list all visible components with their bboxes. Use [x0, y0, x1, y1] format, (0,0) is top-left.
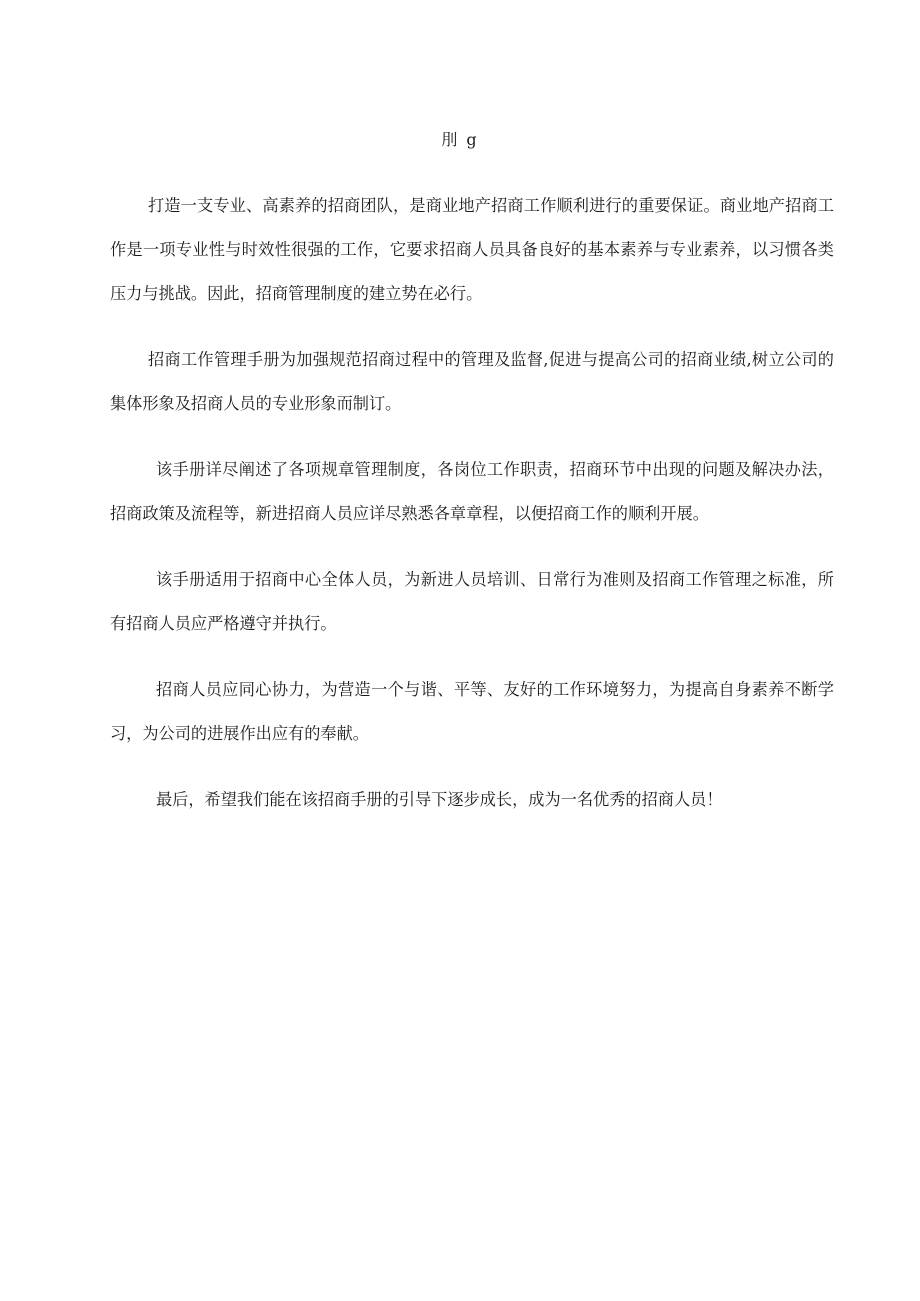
paragraph-4: 该手册适用于招商中心全体人员，为新进人员培训、日常行为准则及招商工作管理之标准，所有招商人员应严格遵守并执行。: [110, 570, 834, 633]
paragraph-1: 打造一支专业、高素养的招商团队，是商业地产招商工作顺利进行的重要保证。商业地产招商工作是一项专业性与时效性很强的工作，它要求招商人员具备良好的基本素养与专业素养，以习惯各类压力与挑战。因此，招商管理制度的建立势在必行。: [110, 196, 834, 303]
paragraph-5: 招商人员应同心协力，为营造一个与谐、平等、友好的工作环境努力，为提高自身素养不断学习，为公司的进展作出应有的奉献。: [110, 680, 834, 743]
paragraph-2: 招商工作管理手册为加强规范招商过程中的管理及监督,促进与提高公司的招商业绩,树立公司的集体形象及招商人员的专业形象而制订。: [110, 350, 834, 413]
document-body: [110, 184, 834, 822]
paragraph-6: 最后，希望我们能在该招商手册的引导下逐步成长，成为一名优秀的招商人员！: [156, 790, 723, 809]
page-title: 刖 g: [441, 130, 479, 149]
paragraph-3: 该手册详尽阐述了各项规章管理制度，各岗位工作职责，招商环节中出现的问题及解决办法，招商政策及流程等，新进招商人员应详尽熟悉各章章程，以便招商工作的顺利开展。: [110, 460, 834, 523]
